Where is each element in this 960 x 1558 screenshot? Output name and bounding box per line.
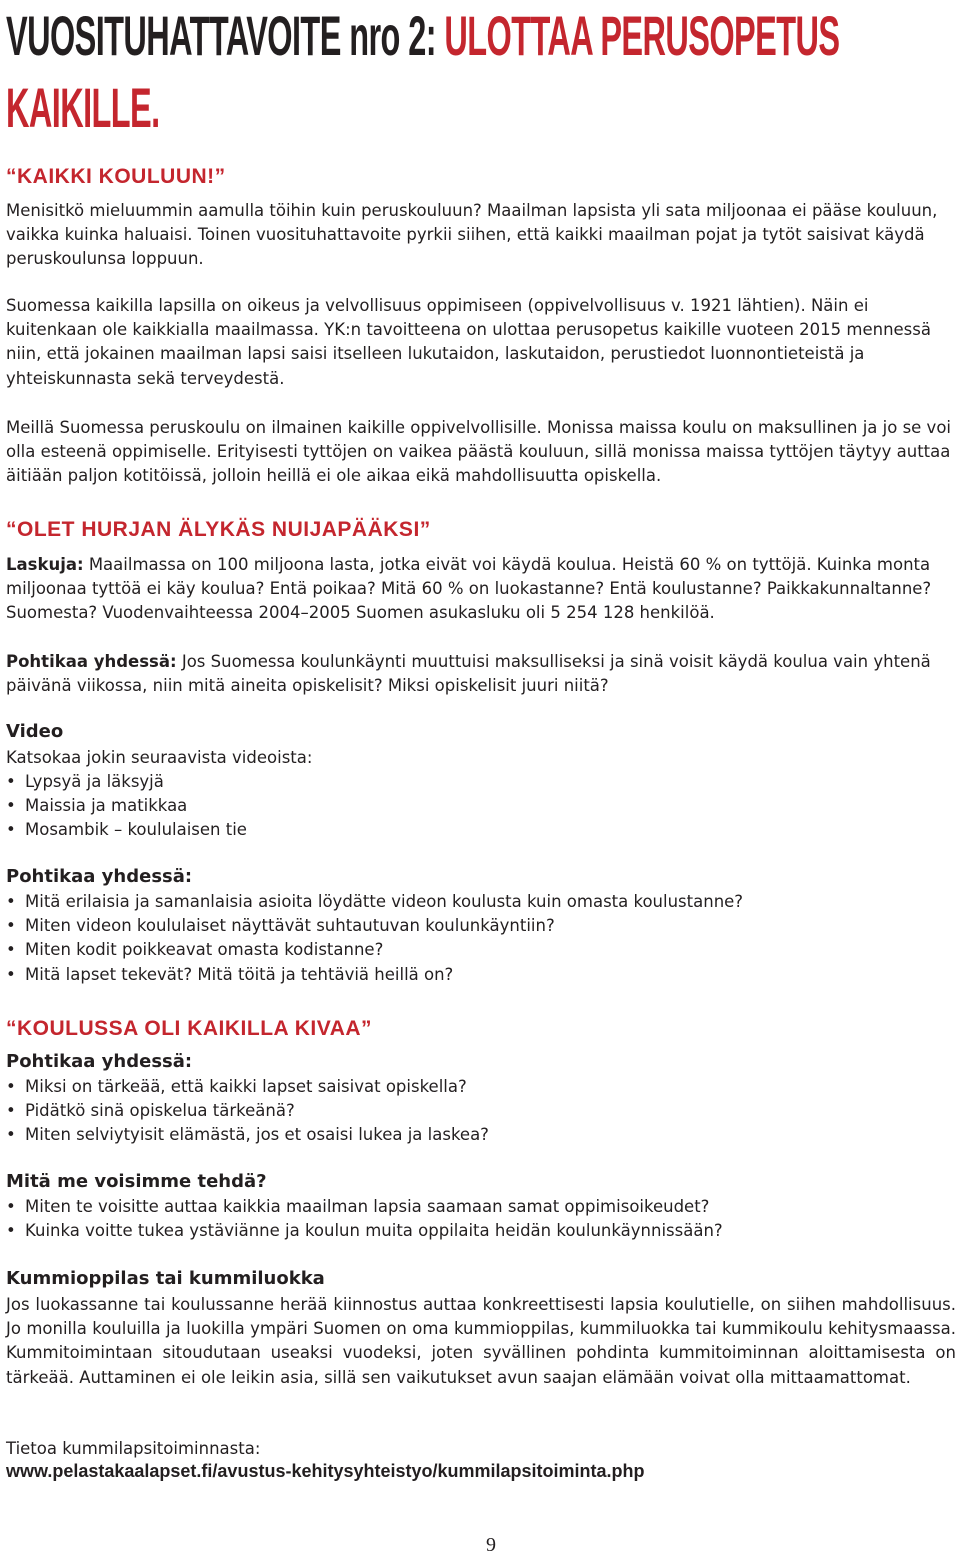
title-line2: KAIKILLE. xyxy=(6,76,160,139)
pohtikaa-text: Jos Suomessa koulunkäynti muuttuisi maksulliseksi ja sinä voisit käydä koulua vain yhtenä päivänä viikossa, niin mitä aineita opiskelisit? Miksi opiskelisit juuri niitä? xyxy=(6,652,931,696)
paragraph-suomessa xyxy=(6,294,956,391)
section-heading-koulussa: “KOULUSSA OLI KAIKILLA KIVAA” xyxy=(6,1017,373,1040)
list-item: • Mosambik – koululaisen tie xyxy=(6,818,956,842)
paragraph-text: Meillä Suomessa peruskoulu on ilmainen kaikille oppivelvollisille. Monissa maissa koulu on maksullinen ja jo se voi olla esteenä oppimiselle. Erityisesti tyttöjen on vaikea päästä kouluun, sillä monissa maissa tyttöjen täytyy auttaa äitiään paljon kotitöissä, jolloin heillä ei ole aikaa eikä mahdollisuutta opiskella. xyxy=(6,418,952,486)
section-heading-olet-hurjan: “OLET HURJAN ÄLYKÄS NUIJAPÄÄKSI” xyxy=(6,518,431,541)
paragraph-pohtikaa xyxy=(6,650,956,698)
list-item: • Kuinka voitte tukea ystäviänne ja koulun muita oppilaita heidän koulunkäynnissään? xyxy=(6,1219,956,1243)
list-item: • Miten selviytyisit elämästä, jos et osaisi lukea ja laskea? xyxy=(6,1123,956,1147)
pohtikaa-label: Pohtikaa yhdessä: xyxy=(6,652,177,671)
list-item: • Miten te voisitte auttaa kaikkia maailman lapsia saamaan samat oppimisoikeudet? xyxy=(6,1195,956,1219)
paragraph-intro xyxy=(6,199,956,272)
video-heading: Video xyxy=(6,721,64,742)
section-heading-kaikki-kouluun: “KAIKKI KOULUUN!” xyxy=(6,165,226,188)
tietoa-label: Tietoa kummilapsitoiminnasta: xyxy=(6,1439,261,1458)
pohtikaa-heading-2: Pohtikaa yhdessä: xyxy=(6,866,193,887)
list-item: • Mitä erilaisia ja samanlaisia asioita löydätte videon koulusta kuin omasta koulustanne? xyxy=(6,890,956,914)
list-item: • Miksi on tärkeää, että kaikki lapset saisivat opiskella? xyxy=(6,1075,956,1099)
list-item: • Miten videon koululaiset näyttävät suhtautuvan koulunkäyntiin? xyxy=(6,914,956,938)
pohtikaa-list-3 xyxy=(6,1075,956,1148)
kummilapsi-link[interactable]: www.pelastakaalapset.fi/avustus-kehitysyhteistyo/kummilapsitoiminta.php xyxy=(6,1461,645,1481)
kummi-heading: Kummioppilas tai kummiluokka xyxy=(6,1268,325,1289)
list-item: • Mitä lapset tekevät? Mitä töitä ja tehtäviä heillä on? xyxy=(6,963,956,987)
laskuja-text: Maailmassa on 100 miljoona lasta, jotka eivät voi käydä koulua. Heistä 60 % on tyttöjä. Kuinka monta miljoonaa tyttöä ei käy koulua? Entä poikaa? Mitä 60 % on luokastanne? Entä koulustanne? Paikkakunnaltanne? Suomesta? Vuodenvaihteessa 2004–2005 Suomen asukasluku oli 5 254 128 henkilöä. xyxy=(6,555,932,623)
title-part-black: VUOSITUHATTAVOITE nro 2: xyxy=(6,4,445,67)
laskuja-label: Laskuja: xyxy=(6,555,84,574)
paragraph-meilla xyxy=(6,416,956,489)
video-list xyxy=(6,770,956,843)
paragraph-laskuja xyxy=(6,553,956,626)
title-part-red: ULOTTAA PERUSOPETUS xyxy=(444,4,840,67)
video-intro: Katsokaa jokin seuraavista videoista: xyxy=(6,748,313,767)
page-title xyxy=(6,0,946,144)
pohtikaa-list-2 xyxy=(6,890,956,987)
list-item: • Miten kodit poikkeavat omasta kodistanne? xyxy=(6,938,956,962)
list-item: • Lypsyä ja läksyjä xyxy=(6,770,956,794)
mita-list xyxy=(6,1195,956,1243)
paragraph-kummi: Jos luokassanne tai koulussanne herää kiinnostus auttaa konkreettisesti lapsia koulutielle, on siihen mahdollisuus. Jo monilla kouluilla ja luokilla ympäri Suomen on oma kummioppilas, kummiluokka tai kummikoulu kehitysmaassa. Kummitoimintaan sitoudutaan useaksi vuodeksi, joten syvällinen pohdinta kummitoiminnan aloittamisesta on tärkeää. Auttaminen ei ole leikin asia, sillä sen vaikutukset avun saajan elämään voivat olla mittaamattomat. xyxy=(6,1295,956,1387)
page-number: 9 xyxy=(486,1534,496,1556)
list-item: • Maissia ja matikkaa xyxy=(6,794,956,818)
pohtikaa-heading-3: Pohtikaa yhdessä: xyxy=(6,1051,193,1072)
paragraph-text: Suomessa kaikilla lapsilla on oikeus ja velvollisuus oppimiseen (oppivelvollisuus v. 1921 lähtien). Näin ei kuitenkaan ole kaikkialla maailmassa. YK:n tavoitteena on ulottaa perusopetus kaikille vuoteen 2015 mennessä niin, että jokainen maailman lapsi saisi itselleen lukutaidon, laskutaidon, perustiedot luonnontieteistä ja yhteiskunnasta sekä terveydestä. xyxy=(6,296,931,388)
mita-heading: Mitä me voisimme tehdä? xyxy=(6,1171,267,1192)
list-item: • Pidätkö sinä opiskelua tärkeänä? xyxy=(6,1099,956,1123)
paragraph-text: Menisitkö mieluummin aamulla töihin kuin peruskouluun? Maailman lapsista yli sata miljoonaa ei pääse kouluun, vaikka kuinka haluaisi. Toinen vuosituhattavoite pyrkii siihen, että kaikki maailman pojat ja tytöt saisivat käydä peruskoulunsa loppuun. xyxy=(6,201,938,269)
